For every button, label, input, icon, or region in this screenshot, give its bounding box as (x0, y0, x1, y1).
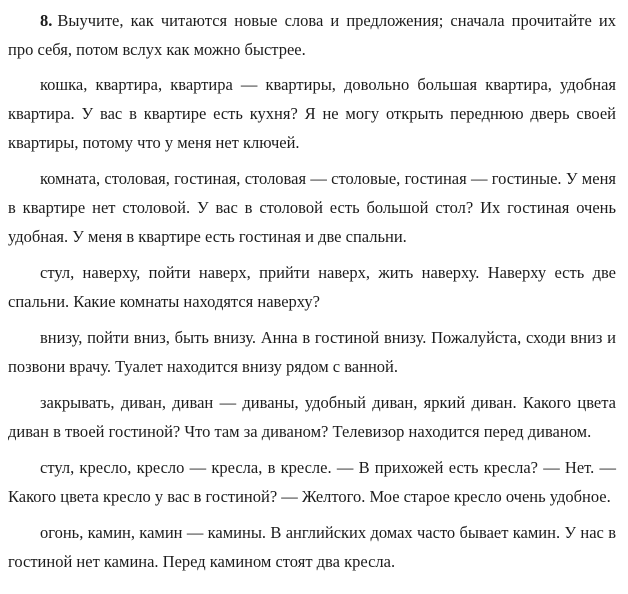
exercise-paragraph-naverkhu: стул, наверху, пойти наверх, прийти наверх, жить наверху. Наверху есть две спальни. Какие комнаты находятся наверху? (8, 263, 616, 311)
exercise-paragraph-divan: закрывать, диван, диван — диваны, удобный диван, яркий диван. Какого цвета диван в твоей гостиной? Что там за диваном? Телевизор находится перед диваном. (8, 393, 616, 441)
exercise-instruction (8, 6, 616, 64)
exercise-paragraph-kvartira: кошка, квартира, квартира — квартиры, довольно большая квартира, удобная квартира. У вас в квартире есть кухня? Я не могу открыть переднюю дверь своей квартиры, потому что у меня нет ключей. (8, 75, 616, 152)
exercise-paragraph-komnata: комната, столовая, гостиная, столовая — столовые, гостиная — гостиные. У меня в квартире нет столовой. У вас в столовой есть большой стол? Их гостиная очень удобная. У меня в квартире есть гостиная и две спальни. (8, 169, 616, 246)
exercise-paragraph-kamin: огонь, камин, камин — камины. В английских домах часто бывает камин. У нас в гостиной нет камина. Перед камином стоят два кресла. (8, 523, 616, 571)
exercise-paragraph-kreslo: стул, кресло, кресло — кресла, в кресле. — В прихожей есть кресла? — Нет. — Какого цвета кресло у вас в гостиной? — Желтого. Мое старое кресло очень удобное. (8, 458, 616, 506)
instruction-text: Выучите, как читаются новые слова и предложения; сначала прочитайте их про себя, потом вслух как можно быстрее. (8, 11, 616, 59)
exercise-number: 8. (40, 11, 53, 30)
exercise-paragraph-vnizu: внизу, пойти вниз, быть внизу. Анна в гостиной внизу. Пожалуйста, сходи вниз и позвони врачу. Туалет находится внизу рядом с ванной. (8, 328, 616, 376)
